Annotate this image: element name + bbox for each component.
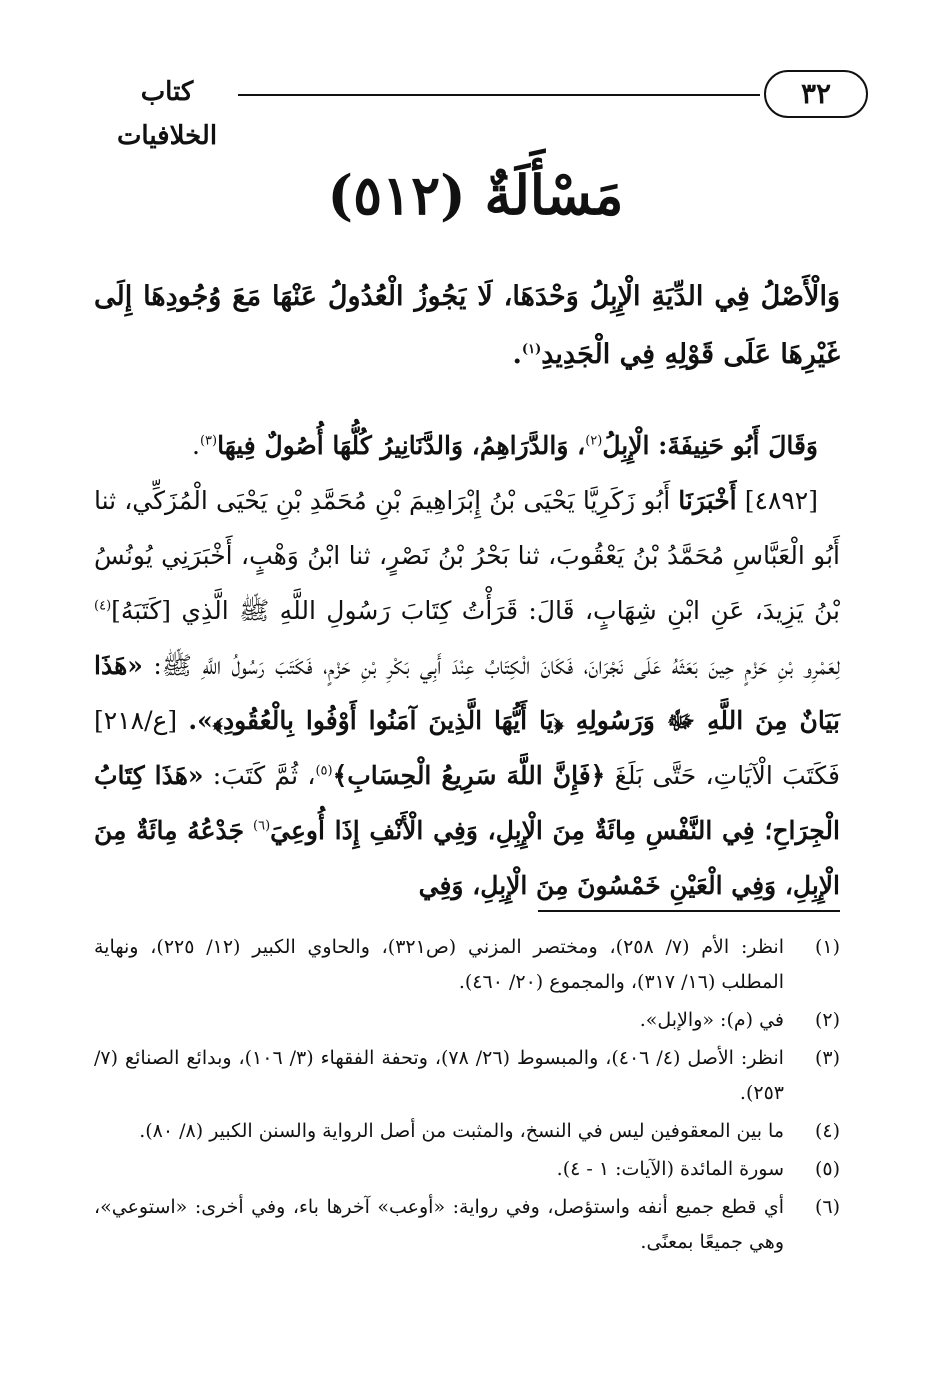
page-number-badge xyxy=(764,70,868,118)
hadith-isnad: أَبُو زَكَرِيَّا يَحْيَى بْنُ إِبْرَاهِيمَ بْنِ مُحَمَّدِ بْنِ يَحْيَى الْمُزَكِّي، ثنا أَبُو الْعَبَّاسِ مُحَمَّدُ بْنُ يَعْقُوبَ، ثنا بَحْرُ بْنُ نَصْرٍ، ثنا ابْنُ وَهْبٍ، أَخْبَرَنِي يُونُسُ بْنُ يَزِيدَ، عَنِ ابْنِ شِهَابٍ، قَالَ: قَرَأْتُ كِتَابَ رَسُولِ اللَّهِ ﷺ الَّذِي [كَتَبَهُ] xyxy=(94,486,840,625)
footnote-ref-3: (٣) xyxy=(199,433,218,449)
footnote-text: في (م): «والإبل». xyxy=(639,1009,784,1031)
folio-marker: [ع/٢١٨] xyxy=(94,706,178,735)
footnote-ref-4: (٤) xyxy=(94,598,112,614)
page-number: ٣٢ xyxy=(800,77,832,110)
footnote-3 xyxy=(94,1041,840,1111)
footnote-6 xyxy=(94,1190,840,1260)
hadith-matn-2: فَكَتَبَ الْآيَاتِ، حَتَّى بَلَغَ xyxy=(614,761,841,790)
body-text xyxy=(94,418,840,913)
footnote-number: (٦) xyxy=(814,1196,840,1218)
abu-hanifa-end: . xyxy=(192,431,200,460)
footnote-text: انظر: الأصل (٤/ ٤٠٦)، والمبسوط (٢٦/ ٧٨)، وتحفة الفقهاء (٣/ ١٠٦)، وبدائع الصنائع (٧/ ٢٥٣). xyxy=(94,1047,784,1104)
footnote-ref-2: (٢) xyxy=(585,433,603,449)
hadith-quote-2: ﴿فَإِنَّ اللَّهَ سَرِيعُ الْحِسَابِ﴾ xyxy=(332,761,606,790)
footnote-text: سورة المائدة (الآيات: ١ - ٤). xyxy=(556,1158,784,1180)
footnote-text: ما بين المعقوفين ليس في النسخ، والمثبت من أصل الرواية والسنن الكبير (٨/ ٨٠). xyxy=(139,1120,784,1142)
footnote-number: (٣) xyxy=(814,1047,840,1069)
footnote-number: (٢) xyxy=(814,1009,840,1031)
hadith-paragraph xyxy=(94,473,840,913)
footnote-2 xyxy=(94,1003,840,1038)
book-title: كتاب الخلافيات xyxy=(116,77,218,151)
footnote-1 xyxy=(94,930,840,1000)
abu-hanifa-part2: ، وَالدَّرَاهِمُ، وَالدَّنَانِيرُ كُلُّهَا أُصُولٌ فِيهَا xyxy=(217,431,586,460)
hadith-matn-1: لِعَمْرِو بْنِ حَزْمٍ حِينَ بَعَثَهُ عَلَى نَجْرَانَ، فَكَانَ الْكِتَابُ عِنْدَ أَبِي بَكْرِ بْنِ حَزْمٍ، فَكَتَبَ رَسُولُ اللَّهِ ﷺ: xyxy=(153,651,840,680)
abu-hanifa-part1: وَقَالَ أَبُو حَنِيفَةَ: الْإِبِلُ xyxy=(602,431,818,460)
footnote-ref-5: (٥) xyxy=(315,763,333,779)
footnote-5 xyxy=(94,1152,840,1187)
footnote-ref-1: (١) xyxy=(521,342,542,357)
header-rule xyxy=(238,94,760,96)
footnotes xyxy=(94,930,840,1263)
hadith-akhbarana: أَخْبَرَنَا xyxy=(678,486,737,515)
rule-statement xyxy=(94,268,840,384)
footnote-text: أي قطع جميع أنفه واستؤصل، وفي رواية: «أوعب» آخرها باء، وفي أخرى: «استوعي»، وهي جميعًا بمعنًى. xyxy=(94,1196,784,1253)
hadith-quote-1: «هَذَا بَيَانٌ مِنَ اللَّهِ ﷻ وَرَسُولِهِ ﴿يَا أَيُّهَا الَّذِينَ آمَنُوا أَوْفُوا بِالْعُقُودِ﴾». xyxy=(94,651,840,735)
abu-hanifa-paragraph xyxy=(94,418,840,473)
footnote-number: (٥) xyxy=(814,1158,840,1180)
footnote-number: (١) xyxy=(814,936,840,958)
hadith-matn-3: ، ثُمَّ كَتَبَ: xyxy=(212,761,316,790)
hadith-quote-3: «هَذَا كِتَابُ الْجِرَاحِ؛ فِي النَّفْسِ مِائَةٌ مِنَ الْإِبِلِ، وَفِي الْأَنْفِ إِذَا أُوعِيَ xyxy=(94,761,840,845)
footnote-4 xyxy=(94,1114,840,1149)
hadith-quote-4: جَدْعُهُ مِائَةٌ مِنَ الْإِبِلِ، وَفِي الْعَيْنِ خَمْسُونَ مِنَ الْإِبِلِ، وَفِي xyxy=(94,816,840,900)
hadith-number: [٤٨٩٢] xyxy=(744,486,818,515)
masala-heading: مَسْأَلَةٌ (٥١٢) xyxy=(327,163,624,227)
rule-end: . xyxy=(512,339,522,370)
rule-text: وَالْأَصْلُ فِي الدِّيَةِ الْإِبِلُ وَحْدَهَا، لَا يَجُوزُ الْعُدُولُ عَنْهَا مَعَ وُجُودِهَا إِلَى غَيْرِهَا عَلَى قَوْلِهِ فِي الْجَدِيدِ xyxy=(94,281,840,370)
footnote-separator xyxy=(538,910,840,912)
footnote-text: انظر: الأم (٧/ ٢٥٨)، ومختصر المزني (ص٣٢١)، والحاوي الكبير (١٢/ ٢٢٥)، ونهاية المطلب (١٦/ ٣١٧)، والمجموع (٢٠/ ٤٦٠). xyxy=(94,936,784,993)
footnote-number: (٤) xyxy=(814,1120,840,1142)
footnote-ref-6: (٦) xyxy=(253,818,271,834)
